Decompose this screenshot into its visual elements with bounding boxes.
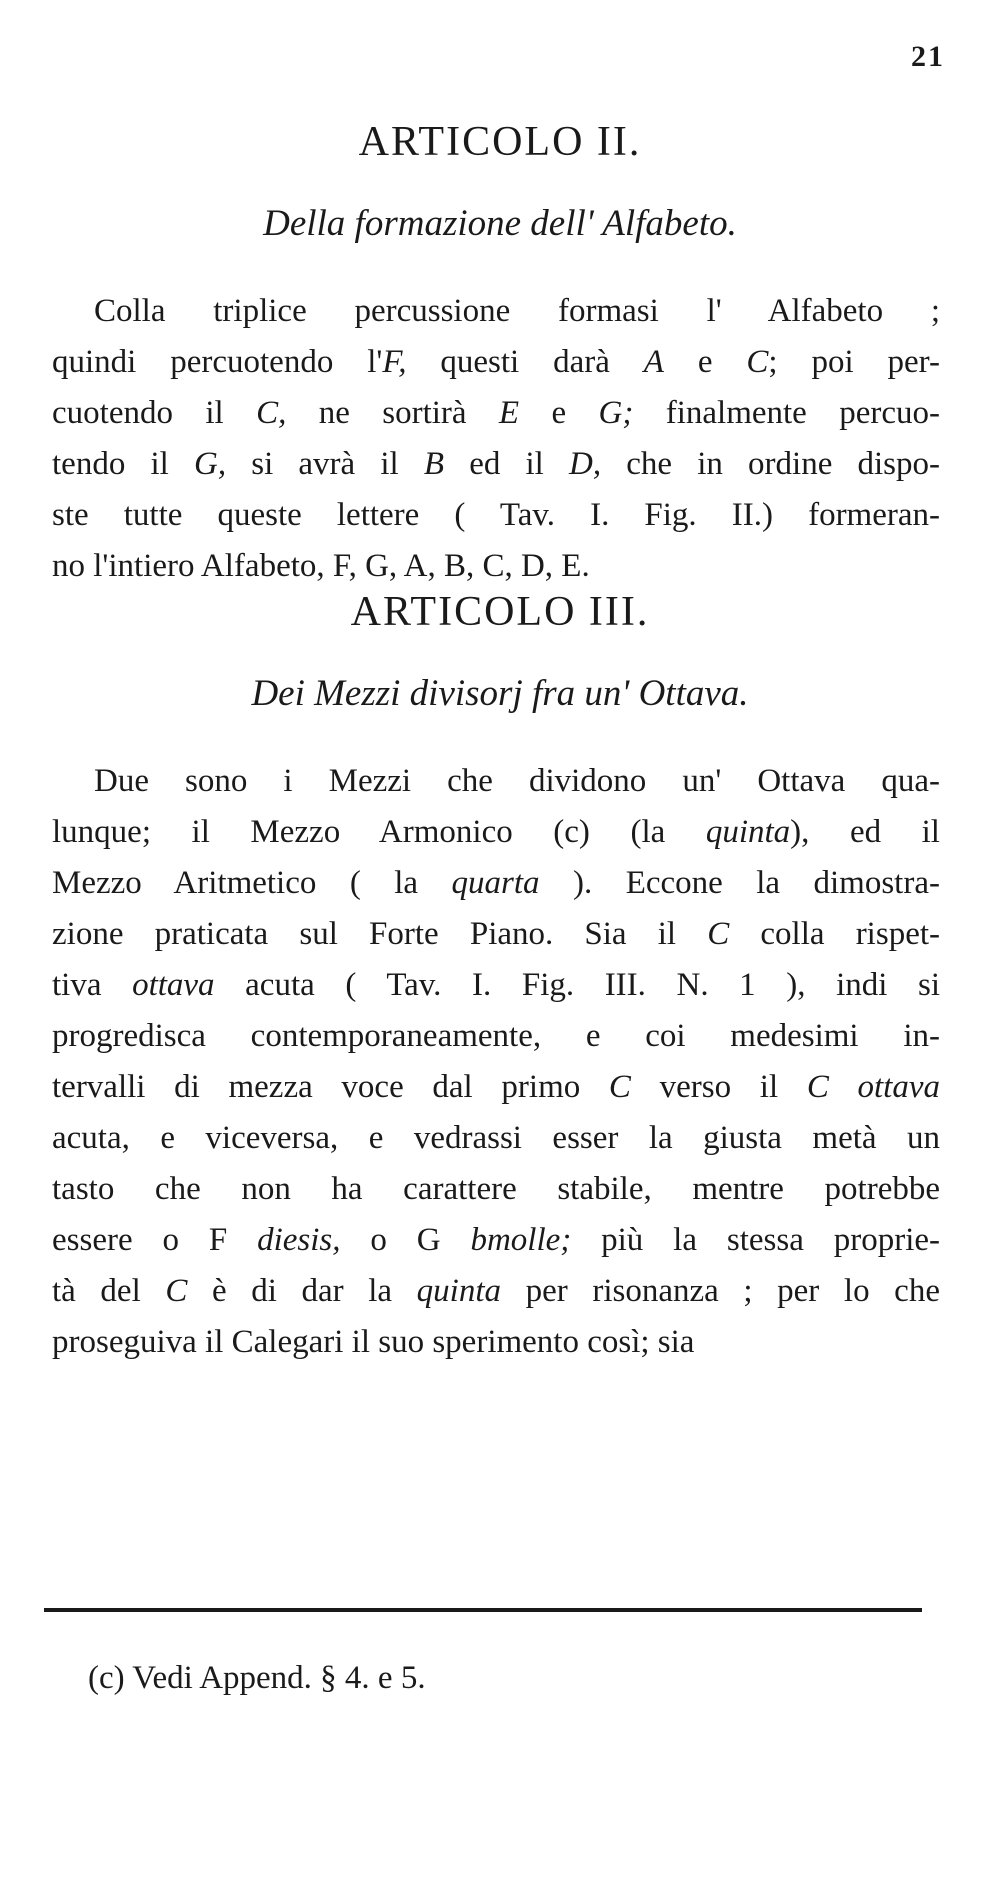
italic-run: quinta [705,814,791,850]
text-line [52,960,940,1011]
text-run: cuotendo il [52,395,257,431]
text-line [52,756,940,807]
text-line [52,1317,940,1368]
text-run: più la stessa proprie- [571,1222,940,1258]
italic-run: G; [598,395,634,431]
text-run: si avrà il [226,446,424,482]
text-line [52,1215,940,1266]
italic-run: A [643,344,664,380]
text-run: lunque; il Mezzo Armonico (c) (la [52,814,706,850]
text-run: che in ordine dispo- [601,446,940,482]
text-run: tà del [52,1273,166,1309]
text-run: Colla triplice percussione formasi l' Alfabeto ; [94,293,940,329]
text-run: ste tutte queste lettere ( Tav. I. Fig. II.) formeran- [52,497,940,533]
text-line [52,337,940,388]
italic-run: diesis, [257,1222,341,1258]
text-run: ), ed il [790,814,940,850]
text-line [52,388,940,439]
footnote: (c) Vedi Append. § 4. e 5. [88,1660,426,1696]
italic-run: C [746,344,769,380]
text-line [52,807,940,858]
italic-run: quarta [451,865,540,901]
italic-run: ottava [132,967,215,1003]
text-run: no l'intiero Alfabeto, F, G, A, B, C, D, E. [52,548,590,584]
text-run: colla rispet- [729,916,940,952]
text-line [52,909,940,960]
text-run: è di dar la [187,1273,417,1309]
text-run: tasto che non ha carattere stabile, mentre potrebbe [52,1171,940,1207]
article-3-paragraph [52,756,940,1368]
text-line [52,1164,940,1215]
text-run: acuta ( Tav. I. Fig. III. N. 1 ), indi si [214,967,940,1003]
italic-run: C [707,916,730,952]
text-run: ed il [444,446,569,482]
italic-run: C ottava [806,1069,940,1105]
article-2-subheading: Della formazione dell' Alfabeto. [263,203,737,244]
text-run: tendo il [52,446,194,482]
italic-run: G, [193,446,227,482]
italic-run: bmolle; [470,1222,572,1258]
italic-run: C [608,1069,631,1105]
text-run: questi darà [406,344,644,380]
italic-run: E [498,395,520,431]
article-2-heading: ARTICOLO II. [358,119,642,165]
article-2-paragraph [52,286,940,592]
text-line [52,1113,940,1164]
text-run: acuta, e viceversa, e vedrassi esser la giusta metà un [52,1120,940,1156]
text-run: ). Eccone la dimostra- [539,865,940,901]
text-line [52,490,940,541]
text-run: tervalli di mezza voce dal primo [52,1069,609,1105]
italic-run: F, [382,344,407,380]
text-line [52,1062,940,1113]
article-3-heading: ARTICOLO III. [350,589,650,635]
text-run: quindi percuotendo l' [52,344,383,380]
text-run: essere o F [52,1222,258,1258]
italic-run: quinta [416,1273,501,1309]
text-run: finalmente percuo- [633,395,940,431]
text-run: ; poi per- [768,344,940,380]
article-3-subheading: Dei Mezzi divisorj fra un' Ottava. [251,673,749,714]
text-run: Mezzo Aritmetico ( la [52,865,452,901]
footnote-rule [44,1608,922,1612]
text-run: e [663,344,747,380]
italic-run: C [165,1273,188,1309]
text-line [52,286,940,337]
text-run: tiva [52,967,133,1003]
text-run: verso il [630,1069,807,1105]
text-run: per risonanza ; per lo che [501,1273,940,1309]
italic-run: C, [256,395,287,431]
text-run: progredisca contemporaneamente, e coi medesimi in- [52,1018,940,1054]
page-number: 21 [911,40,945,73]
italic-run: D, [569,446,602,482]
text-run: e [519,395,599,431]
text-line [52,439,940,490]
text-run: Due sono i Mezzi che dividono un' Ottava qua- [94,763,940,799]
text-line [52,1266,940,1317]
text-run: ne sortirà [286,395,499,431]
text-run: o G [340,1222,471,1258]
italic-run: B [423,446,445,482]
text-run: zione praticata sul Forte Piano. Sia il [52,916,708,952]
text-line [52,858,940,909]
text-line [52,541,940,592]
text-line [52,1011,940,1062]
text-run: proseguiva il Calegari il suo sperimento così; sia [52,1324,695,1360]
